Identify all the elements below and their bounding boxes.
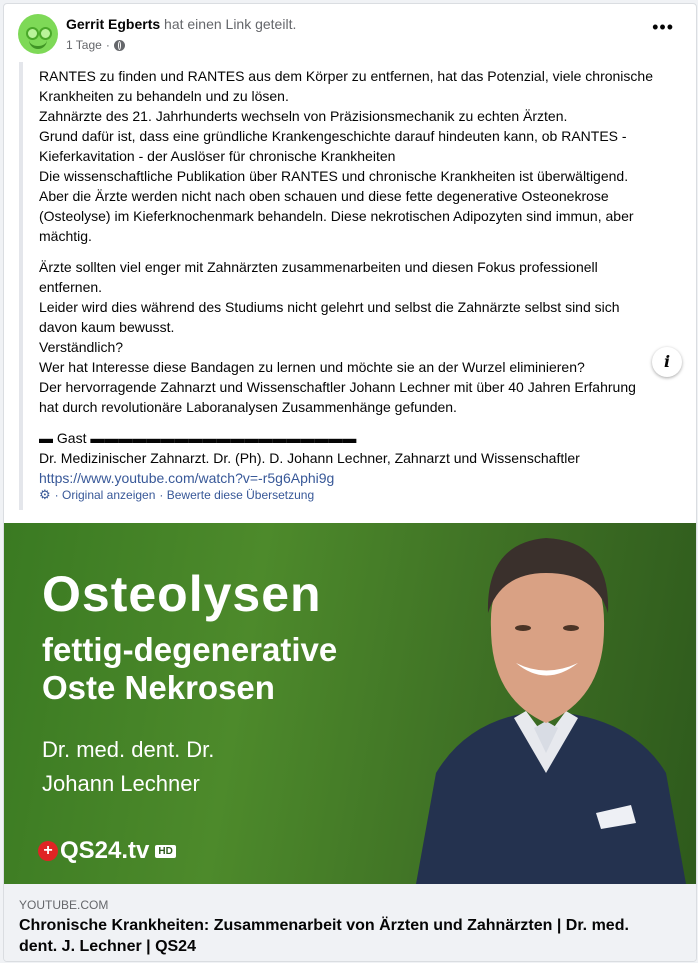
- text-line: RANTES zu finden und RANTES aus dem Körper zu entfernen, hat das Potenzial, viele chronische: [39, 68, 653, 84]
- gear-icon[interactable]: ⚙: [39, 487, 51, 502]
- text-line: hat durch revolutionäre Laboranalysen Zusammenhänge gefunden.: [39, 399, 457, 415]
- post-header: [4, 4, 696, 56]
- post-card: [3, 3, 697, 962]
- link-title[interactable]: Chronische Krankheiten: Zusammenarbeit von Ärzten und Zahnärzten | Dr. med. dent. J. Lechner | QS24: [19, 917, 629, 955]
- meta-separator: ·: [105, 38, 110, 52]
- qs24-logo: [38, 837, 176, 865]
- text-line: Ärzte sollten viel enger mit Zahnärzten zusammenarbeiten und diesen Fokus professionell: [39, 259, 598, 275]
- show-original-link[interactable]: · Original anzeigen: [54, 488, 156, 502]
- youtube-link[interactable]: https://www.youtube.com/watch?v=-r5g6Aphi9g: [39, 470, 335, 486]
- text-line: Die wissenschaftliche Publikation über RANTES und chronische Krankheiten ist überwältigend.: [39, 168, 629, 184]
- link-domain: YOUTUBE.COM: [19, 898, 109, 912]
- link-thumbnail[interactable]: [4, 523, 696, 884]
- thumbnail-title: Osteolysen: [42, 566, 322, 622]
- paragraph-3: [39, 428, 679, 488]
- thumbnail-subtitle: fettig-degenerative: [42, 631, 338, 668]
- globe-icon[interactable]: [114, 40, 125, 51]
- logo-hd-badge: HD: [155, 845, 175, 858]
- text-line: Dr. Medizinischer Zahnarzt. Dr. (Ph). D. Johann Lechner, Zahnarzt und Wissenschaftler: [39, 450, 580, 466]
- quote-bar: [19, 62, 23, 510]
- info-icon[interactable]: i: [652, 347, 682, 377]
- thumbnail-subtitle: Oste Nekrosen: [42, 669, 275, 706]
- post-body: [39, 66, 679, 499]
- text-line: ▬ Gast ▬▬▬▬▬▬▬▬▬▬▬▬▬▬▬▬▬▬▬: [39, 430, 357, 446]
- translation-bar: [39, 487, 314, 503]
- rate-translation-link[interactable]: · Bewerte diese Übersetzung: [159, 488, 315, 502]
- portrait-image: [396, 523, 696, 884]
- thumbnail-name: Johann Lechner: [42, 771, 200, 796]
- text-line: Zahnärzte des 21. Jahrhunderts wechseln von Präzisionsmechanik zu echten Ärzten.: [39, 108, 568, 124]
- text-line: Aber die Ärzte werden nicht nach oben schauen und diese fette degenerative Osteonekrose: [39, 188, 609, 204]
- paragraph-1: [39, 66, 679, 246]
- text-line: (Osteolyse) im Kieferknochenmark behandeln. Diese nekrotischen Adipozyten sind immun, aber: [39, 208, 634, 224]
- text-line: davon kaum bewusst.: [39, 319, 175, 335]
- paragraph-2: [39, 257, 679, 417]
- avatar[interactable]: [18, 14, 58, 54]
- text-line: Kieferkavitation - der Auslöser für chronische Krankheiten: [39, 148, 396, 164]
- text-line: entfernen.: [39, 279, 103, 295]
- text-line: Wer hat Interesse diese Bandagen zu lernen und möchte sie an der Wurzel eliminieren?: [39, 359, 585, 375]
- link-preview-footer[interactable]: [4, 884, 696, 961]
- post-time[interactable]: 1 Tage: [66, 38, 102, 52]
- post-meta: [66, 38, 125, 52]
- more-icon[interactable]: •••: [652, 17, 674, 37]
- logo-plus-icon: +: [38, 841, 58, 861]
- text-line: Der hervorragende Zahnarzt und Wissenschaftler Johann Lechner mit über 40 Jahren Erfahrung: [39, 379, 636, 395]
- post-author-line: [66, 16, 296, 32]
- avatar-mouth: [29, 37, 47, 49]
- thumbnail-name: Dr. med. dent. Dr.: [42, 737, 215, 762]
- text-line: Grund dafür ist, dass eine gründliche Krankengeschichte darauf hindeuten kann, ob RANTES -: [39, 128, 627, 144]
- text-line: Krankheiten zu behandeln und zu lösen.: [39, 88, 289, 104]
- text-line: Verständlich?: [39, 339, 124, 355]
- author-name[interactable]: Gerrit Egberts: [66, 16, 161, 32]
- text-line: mächtig.: [39, 228, 92, 244]
- logo-name: QS24.tv: [60, 837, 150, 864]
- text-line: Leider wird dies während des Studiums nicht gelehrt und selbst die Zahnärzte selbst sind sich: [39, 299, 620, 315]
- post-action: hat einen Link geteilt.: [164, 16, 297, 32]
